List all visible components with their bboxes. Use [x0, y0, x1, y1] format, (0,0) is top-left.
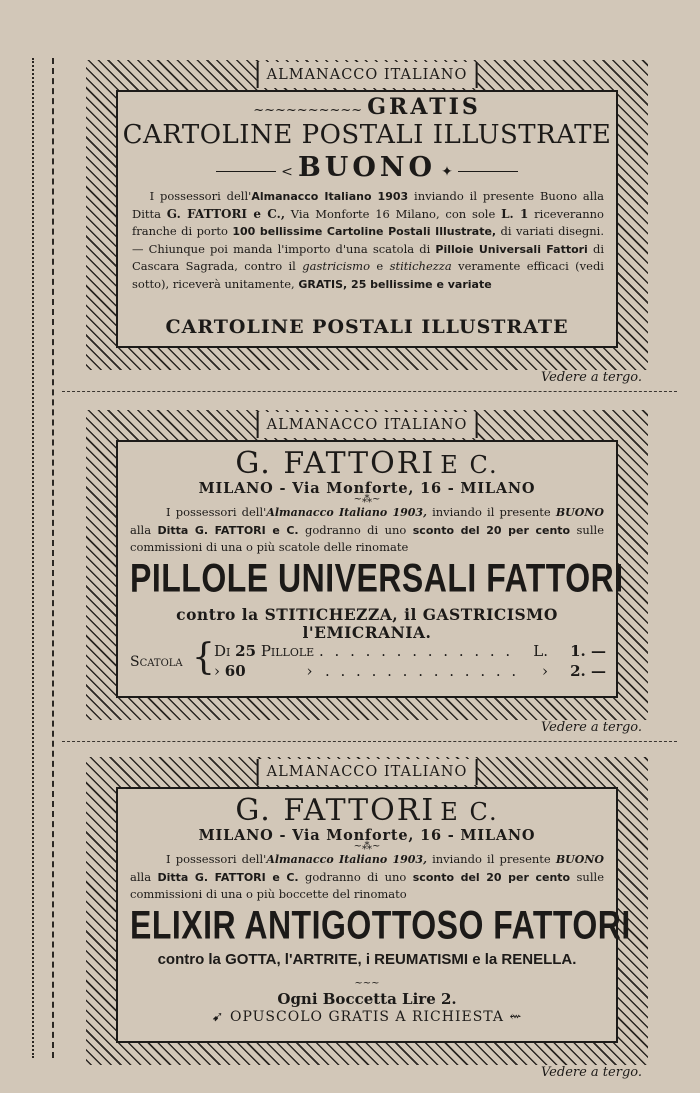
coupon-body	[116, 787, 631, 1043]
qty-prefix: Di	[214, 642, 231, 660]
text-part: G. FATTORI e C.,	[166, 206, 286, 221]
almanacco-header: ALMANACCO ITALIANO	[257, 759, 478, 785]
text-part: stitichezza	[389, 259, 452, 273]
price: 2. —	[570, 662, 606, 680]
hand-right-icon: ➹	[211, 1009, 225, 1025]
text-part: gastricismo	[302, 259, 371, 273]
ornament-icon: ~⁂~	[353, 841, 381, 852]
text-part: sulle commissioni di una o più scatole delle rinomate	[130, 522, 604, 554]
coupon-pillole	[86, 410, 648, 720]
opuscolo-line	[118, 1009, 616, 1025]
coupon-text	[132, 188, 604, 293]
indications: contro la GOTTA, l'ARTRITE, i REUMATISMI e la RENELLA.	[157, 951, 577, 968]
coupon-body	[116, 440, 624, 698]
scatola-label: Scatola	[130, 654, 183, 670]
company-name	[118, 793, 616, 828]
cut-line	[62, 391, 677, 392]
ornament-icon: ~~~	[354, 978, 380, 989]
indications-line-2: l'EMICRANIA.	[302, 623, 432, 642]
text-part: BUONO	[555, 506, 604, 519]
left-margin-rule-dashed	[52, 58, 54, 1058]
text-part: sconto del 20 per cento	[412, 523, 571, 537]
currency: L.	[533, 642, 548, 660]
text-part: di Cascara Sagrada, contro il	[132, 241, 605, 273]
unit: ›	[306, 662, 313, 680]
company-main: G. FATTORI	[235, 793, 436, 828]
text-part: sulle commissioni di una o più boccette del rinomato	[130, 869, 604, 901]
coupon-title: CARTOLINE POSTALI ILLUSTRATE	[122, 120, 612, 150]
text-part: L. 1	[501, 206, 529, 221]
hand-left-icon: ⇜	[509, 1009, 523, 1025]
text-part: Almanacco Italiano 1903,	[266, 506, 427, 519]
buono-heading: BUONO	[297, 152, 437, 183]
arrow-right-icon: ✦	[441, 164, 453, 180]
text-part: Via Monforte 16 Milano, con sole	[285, 206, 502, 221]
company-name	[118, 446, 616, 481]
product-name: PILLOLE UNIVERSALI FATTORI	[130, 555, 624, 601]
text-part: Almanacco Italiano 1903,	[266, 853, 427, 866]
coupon-text	[130, 851, 604, 904]
company-tail: E C.	[440, 451, 499, 479]
text-part: Pilloie Universali Fattori	[435, 242, 588, 256]
qty-prefix: ›	[214, 662, 220, 680]
text-part: e	[370, 259, 390, 273]
text-part: I possessori dell'	[166, 505, 267, 519]
text-part: inviando il presente	[426, 505, 556, 519]
vedere-a-tergo: Vedere a tergo.	[540, 720, 642, 735]
ornament-icon: ~⁂~	[353, 494, 381, 505]
text-part: sconto del 20 per cento	[412, 870, 571, 884]
text-part: alla	[130, 522, 158, 537]
coupon-text	[130, 504, 604, 557]
text-part: I possessori dell'	[166, 852, 267, 866]
text-part: inviando il presente Buono alla Ditta	[132, 189, 604, 221]
opuscolo-text: OPUSCOLO GRATIS A RICHIESTA	[229, 1009, 504, 1025]
brace-icon: {	[192, 637, 215, 678]
text-part: I possessori dell'	[149, 189, 252, 203]
price-line	[118, 979, 616, 1008]
coupon-body	[116, 90, 618, 348]
unit: Pillole	[260, 642, 315, 660]
coupon-elixir	[86, 757, 648, 1065]
buono-line	[118, 152, 616, 183]
vedere-a-tergo: Vedere a tergo.	[540, 370, 642, 385]
gratis-heading: GRATIS	[367, 94, 481, 120]
price-row: Di 25 Pillole . . . . . . . . . . . . . L. 1. —	[214, 642, 606, 660]
indications-line-1: contro la STITICHEZZA, il GASTRICISMO	[176, 605, 558, 624]
company-address: MILANO - Via Monforte, 16 - MILANO	[198, 827, 536, 844]
text-part: GRATIS, 25 bellissime e variate	[298, 277, 492, 291]
text-part: godranno di uno	[298, 522, 413, 537]
price-table	[130, 637, 606, 682]
company-address: MILANO - Via Monforte, 16 - MILANO	[198, 480, 536, 497]
almanacco-header: ALMANACCO ITALIANO	[257, 62, 478, 88]
coupon-cartoline	[86, 60, 648, 370]
text-part: 100 bellissime Cartoline Postali Illustrate,	[232, 225, 497, 238]
text-part: alla	[130, 869, 158, 884]
left-margin-rule	[32, 58, 34, 1058]
text-part: BUONO	[555, 853, 604, 866]
text-part: Ditta G. FATTORI e C.	[157, 523, 299, 537]
gratis-line: ~~~~~~~~~~ GRATIS	[253, 94, 481, 120]
product-name: ELIXIR ANTIGOTTOSO FATTORI	[130, 902, 631, 948]
text-part: di variati disegni. — Chiunque poi manda l'importo d'una scatola di	[132, 224, 604, 256]
price-row: › 60 › . . . . . . . . . . . . . › 2. —	[214, 662, 606, 680]
coupon-bottom-title: CARTOLINE POSTALI ILLUSTRATE	[165, 316, 569, 338]
qty: 25	[235, 642, 257, 660]
text-part: Almanacco Italiano 1903	[251, 190, 409, 203]
company-main: G. FATTORI	[235, 446, 436, 481]
text-part: inviando il presente	[426, 852, 556, 866]
company-tail: E C.	[440, 798, 499, 826]
almanacco-header: ALMANACCO ITALIANO	[257, 412, 478, 438]
text-part: veramente efficaci (vedi sotto), riceverà unitamente,	[132, 259, 604, 291]
qty: 60	[224, 662, 246, 680]
text-part: Ditta G. FATTORI e C.	[157, 870, 299, 884]
currency: ›	[542, 662, 548, 680]
vedere-a-tergo: Vedere a tergo.	[540, 1065, 642, 1080]
text-part: riceveranno franche di porto	[132, 206, 604, 238]
text-part: godranno di uno	[298, 869, 413, 884]
price-text: Ogni Boccetta Lire 2.	[277, 990, 457, 1008]
price: 1. —	[570, 642, 606, 660]
cut-line	[62, 741, 677, 742]
arrow-left-icon: <	[281, 164, 293, 180]
